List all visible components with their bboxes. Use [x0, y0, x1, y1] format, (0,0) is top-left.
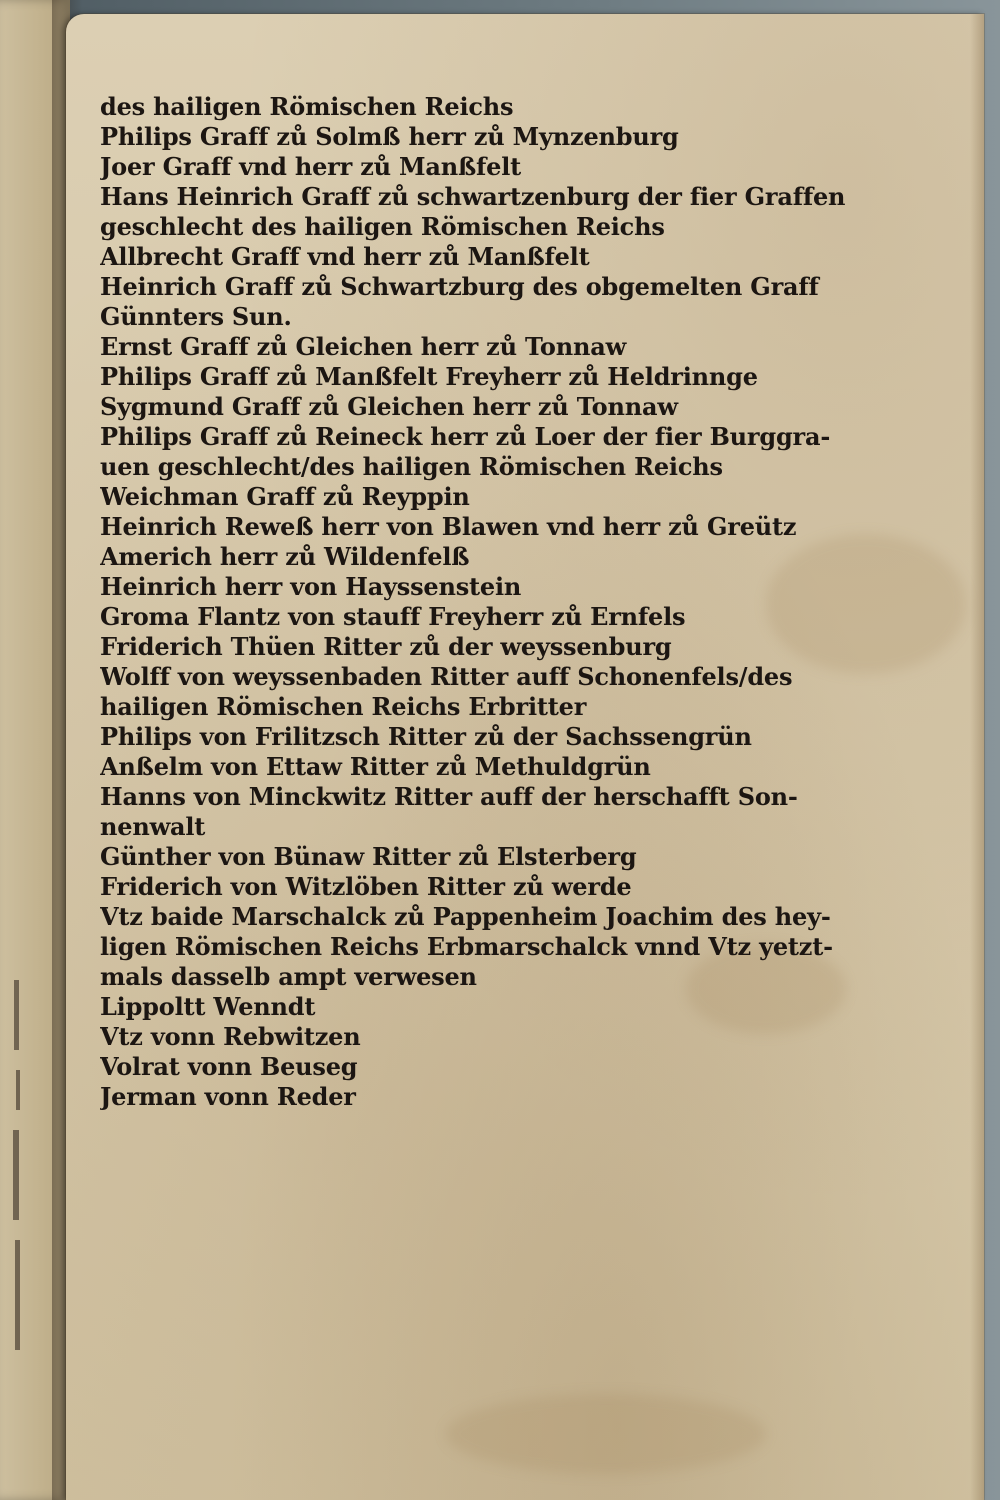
text-line: nenwalt — [100, 812, 206, 841]
text-line: Günther von Bünaw Ritter zů Elsterberg — [100, 842, 637, 871]
text-line: Hanns von Minckwitz Ritter auff der herschafft Son- — [100, 782, 798, 811]
text-line: Joer Graff vnd herr zů Manßfelt — [100, 152, 522, 181]
text-line: Americh herr zů Wildenfelß — [100, 542, 470, 571]
text-line: Wolff von weyssenbaden Ritter auff Schonenfels/des — [100, 662, 793, 691]
text-line: Philips von Frilitzsch Ritter zů der Sachssengrün — [100, 722, 752, 751]
text-block — [100, 92, 970, 1112]
text-line: Heinrich Graff zů Schwartzburg des obgemelten Graff — [100, 272, 819, 301]
text-line: Vtz baide Marschalck zů Pappenheim Joachim des hey- — [100, 902, 831, 931]
text-line: des hailigen Römischen Reichs — [100, 92, 514, 121]
text-line: mals dasselb ampt verwesen — [100, 962, 477, 991]
text-line: Volrat vonn Beuseg — [100, 1052, 358, 1081]
text-line: Heinrich Reweß herr von Blawen vnd herr zů Greütz — [100, 512, 797, 541]
text-line: Ernst Graff zů Gleichen herr zů Tonnaw — [100, 332, 627, 361]
paper-stain — [446, 1394, 766, 1474]
text-line: Philips Graff zů Solmß herr zů Mynzenburg — [100, 122, 679, 151]
text-line: Jerman vonn Reder — [100, 1082, 356, 1111]
text-line: Weichman Graff zů Reyppin — [100, 482, 470, 511]
page-edge — [970, 14, 984, 1500]
text-line: Sygmund Graff zů Gleichen herr zů Tonnaw — [100, 392, 678, 421]
text-line: Vtz vonn Rebwitzen — [100, 1022, 361, 1051]
text-line: Hans Heinrich Graff zů schwartzenburg der fier Graffen — [100, 182, 846, 211]
text-line: Friderich Thüen Ritter zů der weyssenburg — [100, 632, 672, 661]
text-line: Friderich von Witzlöben Ritter zů werde — [100, 872, 632, 901]
document-page — [66, 14, 984, 1500]
text-line: ligen Römischen Reichs Erbmarschalck vnnd Vtz yetzt- — [100, 932, 833, 961]
text-line: Groma Flantz von stauff Freyherr zů Ernfels — [100, 602, 686, 631]
text-line: uen geschlecht/des hailigen Römischen Reichs — [100, 452, 723, 481]
text-line: geschlecht des hailigen Römischen Reichs — [100, 212, 665, 241]
text-line: Anßelm von Ettaw Ritter zů Methuldgrün — [100, 752, 651, 781]
text-line: Philips Graff zů Manßfelt Freyherr zů Heldrinnge — [100, 362, 758, 391]
text-line: Allbrecht Graff vnd herr zů Manßfelt — [100, 242, 590, 271]
text-line: Günnters Sun. — [100, 302, 292, 331]
text-line: Philips Graff zů Reineck herr zů Loer der fier Burggra- — [100, 422, 831, 451]
previous-page-bleed-marks — [6, 980, 36, 1360]
text-line: Heinrich herr von Hayssenstein — [100, 572, 522, 601]
text-line: Lippoltt Wenndt — [100, 992, 316, 1021]
text-line: hailigen Römischen Reichs Erbritter — [100, 692, 587, 721]
